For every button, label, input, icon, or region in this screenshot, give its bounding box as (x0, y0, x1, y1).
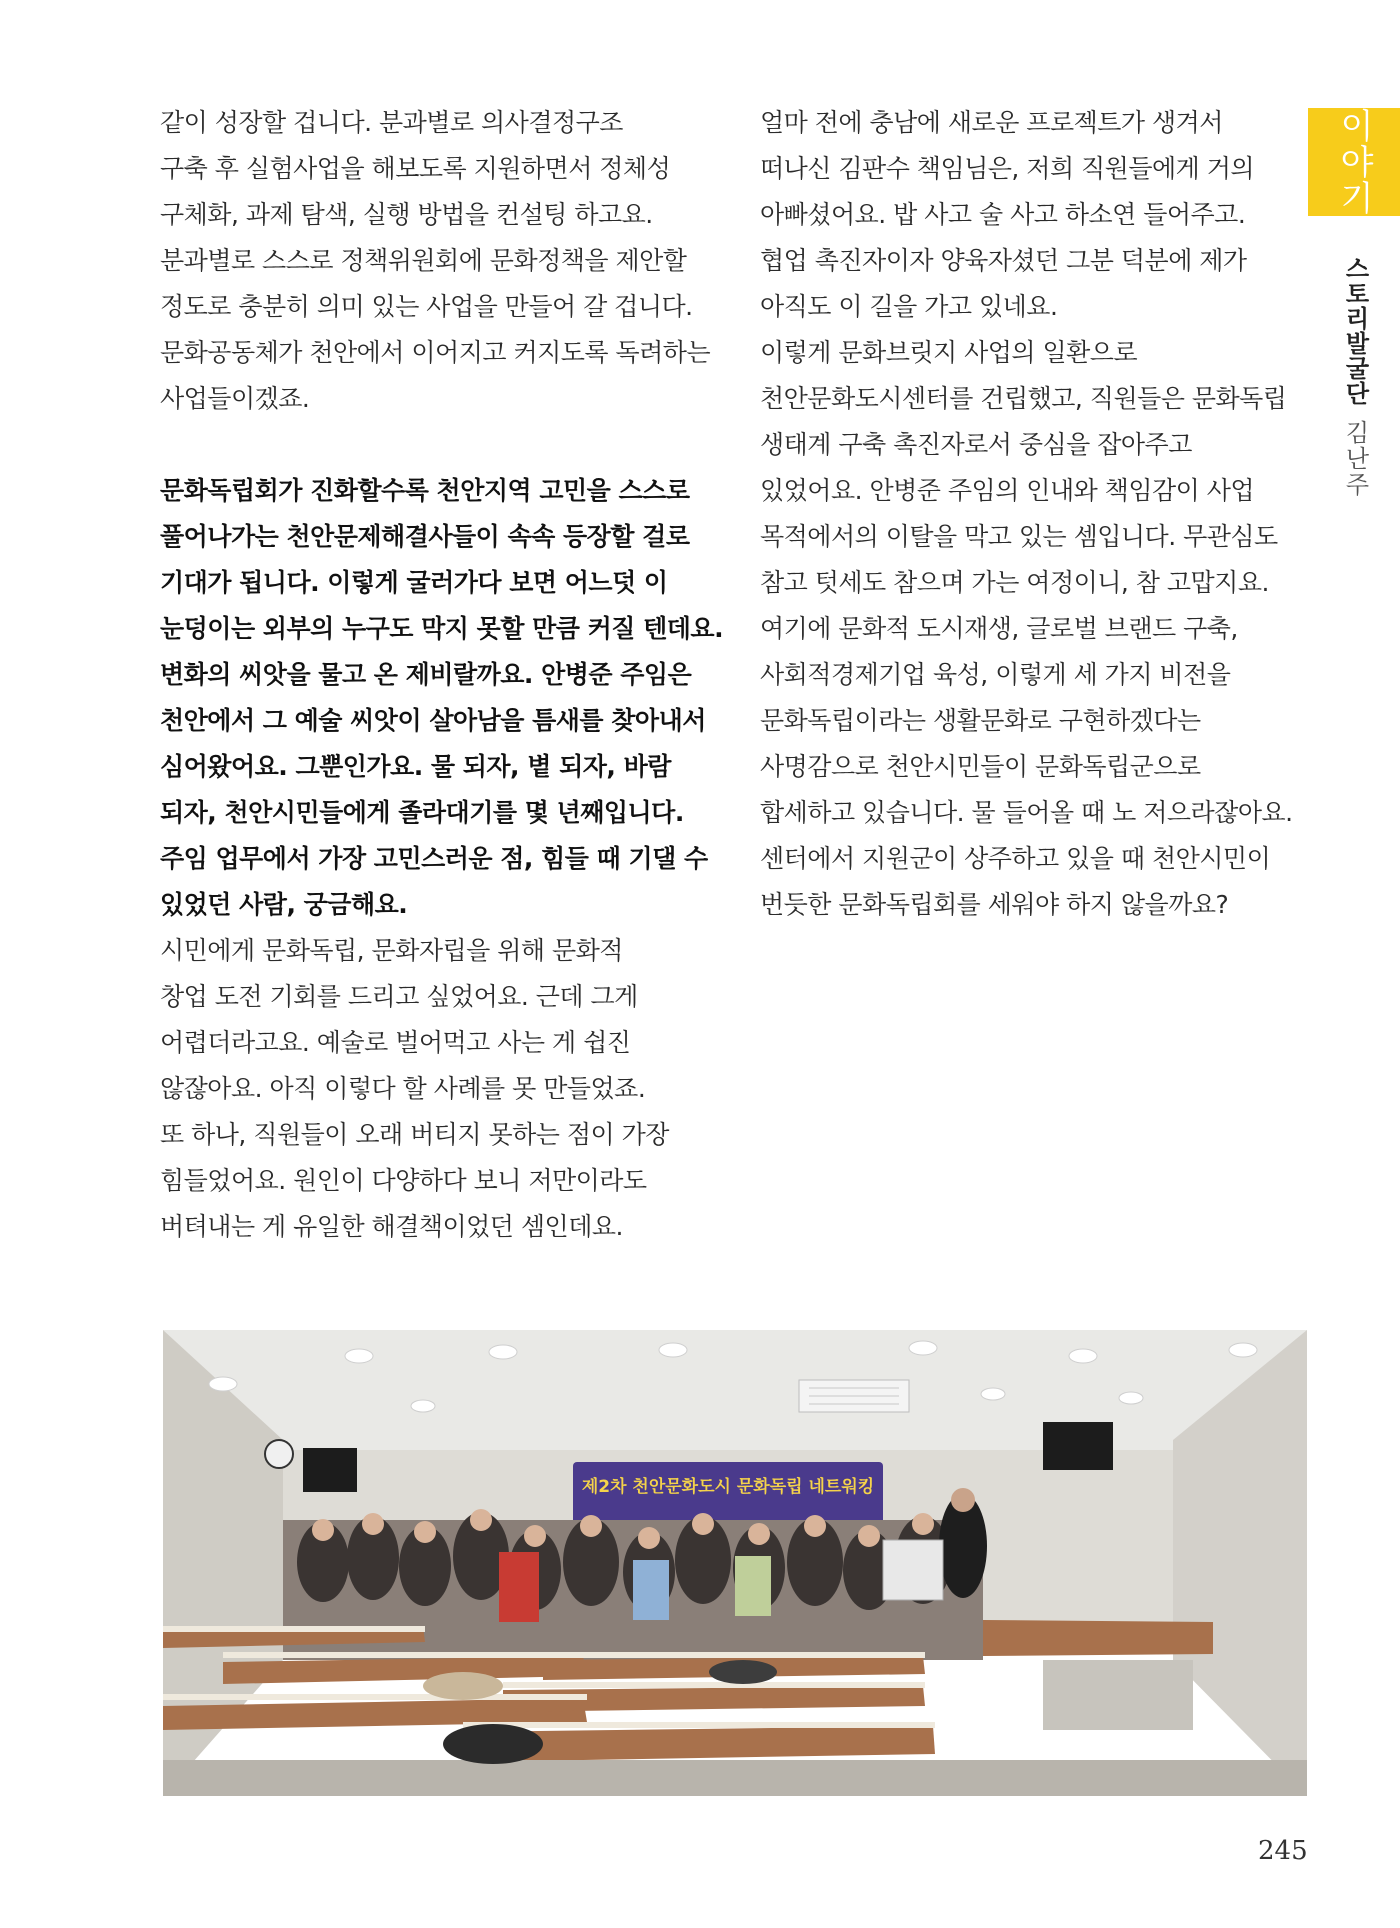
question-line: 주임 업무에서 가장 고민스러운 점, 힘들 때 기댈 수 (160, 844, 708, 873)
text-line: 사회적경제기업 육성, 이렇게 세 가지 비전을 (760, 660, 1231, 689)
text-line: 구축 후 실험사업을 해보도록 지원하면서 정체성 (160, 154, 671, 183)
right-column (760, 100, 1293, 928)
left-column (160, 100, 724, 1250)
question-line: 있었던 사람, 궁금해요. (160, 890, 408, 919)
answer-line: 어렵더라고요. 예술로 벌어먹고 사는 게 쉽진 (160, 1028, 631, 1057)
question-line: 되자, 천안시민들에게 졸라대기를 몇 년째입니다. (160, 798, 684, 827)
answer-line: 힘들었어요. 원인이 다양하다 보니 저만이라도 (160, 1166, 647, 1195)
text-line: 이렇게 문화브릿지 사업의 일환으로 (760, 338, 1138, 367)
question-line: 천안에서 그 예술 씨앗이 살아남을 틈새를 찾아내서 (160, 706, 706, 735)
question-line: 문화독립회가 진화할수록 천안지역 고민을 스스로 (160, 476, 690, 505)
text-line: 문화공동체가 천안에서 이어지고 커지도록 독려하는 (160, 338, 711, 367)
interview-question (160, 468, 724, 928)
page-number: 245 (1258, 1836, 1308, 1866)
text-line: 사업들이겠죠. (160, 384, 310, 413)
answer-line: 또 하나, 직원들이 오래 버티지 못하는 점이 가장 (160, 1120, 669, 1149)
text-line: 문화독립이라는 생활문화로 구현하겠다는 (760, 706, 1201, 735)
text-line: 사명감으로 천안시민들이 문화독립군으로 (760, 752, 1201, 781)
interview-answer (160, 928, 720, 1250)
text-line: 분과별로 스스로 정책위원회에 문화정책을 제안할 (160, 246, 687, 275)
section-tab-label: 이야기 (1333, 108, 1374, 216)
author-name: 김난주 (1341, 420, 1369, 498)
text-line: 참고 텃세도 참으며 가는 여정이니, 참 고맙지요. (760, 568, 1269, 597)
question-line: 기대가 됩니다. 이렇게 굴러가다 보면 어느덧 이 (160, 568, 668, 597)
answer-line: 시민에게 문화독립, 문화자립을 위해 문화적 (160, 936, 623, 965)
question-line: 변화의 씨앗을 물고 온 제비랄까요. 안병준 주임은 (160, 660, 692, 689)
text-line: 여기에 문화적 도시재생, 글로벌 브랜드 구축, (760, 614, 1238, 643)
text-line: 센터에서 지원군이 상주하고 있을 때 천안시민이 (760, 844, 1271, 873)
group-photo (163, 1330, 1307, 1796)
section-tab (1308, 108, 1400, 216)
text-line: 같이 성장할 겁니다. 분과별로 의사결정구조 (160, 108, 623, 137)
text-line: 떠나신 김판수 책임님은, 저희 직원들에게 거의 (760, 154, 1255, 183)
question-line: 눈덩이는 외부의 누구도 막지 못할 만큼 커질 텐데요. (160, 614, 724, 643)
text-line: 합세하고 있습니다. 물 들어올 때 노 저으라잖아요. (760, 798, 1293, 827)
text-line: 협업 촉진자이자 양육자셨던 그분 덕분에 제가 (760, 246, 1247, 275)
question-line: 심어왔어요. 그뿐인가요. 물 되자, 볕 되자, 바람 (160, 752, 671, 781)
series-label: 스토리발굴단 (1341, 256, 1369, 406)
intro-paragraph (160, 100, 720, 422)
answer-line: 창업 도전 기회를 드리고 싶었어요. 근데 그게 (160, 982, 638, 1011)
text-line: 얼마 전에 충남에 새로운 프로젝트가 생겨서 (760, 108, 1223, 137)
banner-text: 제2차 천안문화도시 문화독립 네트워킹 (581, 1477, 875, 1497)
question-line: 풀어나가는 천안문제해결사들이 속속 등장할 걸로 (160, 522, 690, 551)
text-line: 아빠셨어요. 밥 사고 술 사고 하소연 들어주고. (760, 200, 1246, 229)
answer-line: 않잖아요. 아직 이렇다 할 사례를 못 만들었죠. (160, 1074, 646, 1103)
paragraph-gap (160, 422, 720, 468)
answer-line: 버텨내는 게 유일한 해결책이었던 셈인데요. (160, 1212, 623, 1241)
text-line: 정도로 충분히 의미 있는 사업을 만들어 갈 겁니다. (160, 292, 693, 321)
text-line: 있었어요. 안병준 주임의 인내와 책임감이 사업 (760, 476, 1255, 505)
text-line: 구체화, 과제 탐색, 실행 방법을 컨설팅 하고요. (160, 200, 653, 229)
text-line: 천안문화도시센터를 건립했고, 직원들은 문화독립 (760, 384, 1287, 413)
text-line: 번듯한 문화독립회를 세워야 하지 않을까요? (760, 890, 1229, 919)
group-photo-illustration (163, 1330, 1307, 1796)
text-line: 목적에서의 이탈을 막고 있는 셈입니다. 무관심도 (760, 522, 1278, 551)
text-line: 생태계 구축 촉진자로서 중심을 잡아주고 (760, 430, 1192, 459)
text-line: 아직도 이 길을 가고 있네요. (760, 292, 1058, 321)
